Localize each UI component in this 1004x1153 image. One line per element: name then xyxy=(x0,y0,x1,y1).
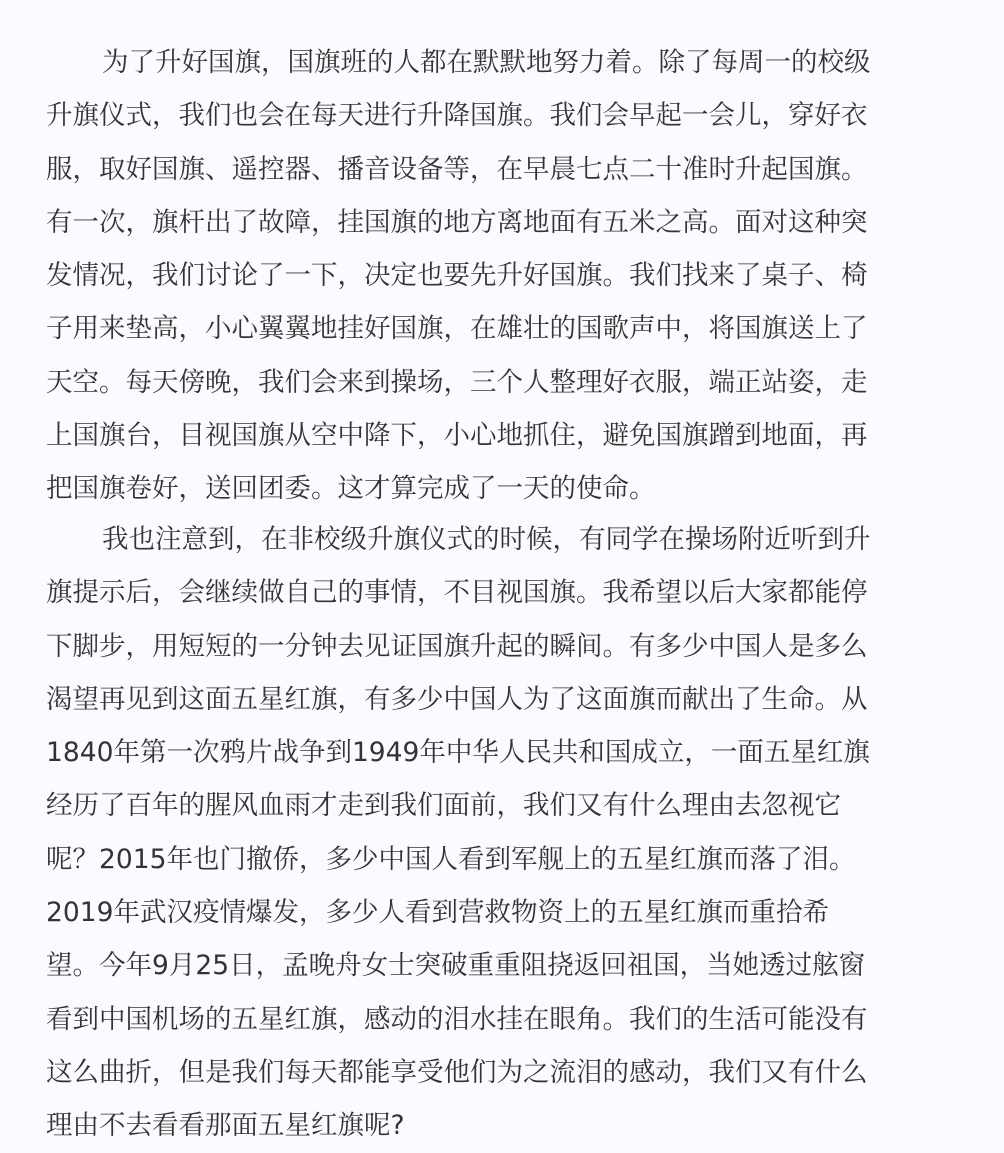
text-line: 服，取好国旗、遥控器、播音设备等，在早晨七点二十准时升起国旗。 xyxy=(46,153,868,185)
text-line: 升旗仪式，我们也会在每天进行升降国旗。我们会早起一会儿，穿好衣 xyxy=(46,100,868,132)
text-line: 下脚步，用短短的一分钟去见证国旗升起的瞬间。有多少中国人是多么 xyxy=(46,630,868,662)
text-line: 2019年武汉疫情爆发，多少人看到营救物资上的五星红旗而重拾希 xyxy=(46,897,829,929)
text-line: 经历了百年的腥风血雨才走到我们面前，我们又有什么理由去忽视它 xyxy=(46,790,841,822)
paragraph-2 xyxy=(46,513,968,1153)
text-line: 呢？2015年也门撤侨，多少中国人看到军舰上的五星红旗而落了泪。 xyxy=(46,843,856,875)
text-line: 望。今年9月25日，孟晚舟女士突破重重阻挠返回祖国，当她透过舷窗 xyxy=(46,950,866,982)
text-line: 发情况，我们讨论了一下，决定也要先升好国旗。我们找来了桌子、椅 xyxy=(46,260,868,292)
text-line: 我也注意到，在非校级升旗仪式的时候，有同学在操场附近听到升 xyxy=(102,524,871,555)
text-line: 为了升好国旗，国旗班的人都在默默地努力着。除了每周一的校级 xyxy=(102,47,871,78)
text-line: 1840年第一次鸦片战争到1949年中华人民共和国成立，一面五星红旗 xyxy=(46,737,870,769)
text-line: 渴望再见到这面五星红旗，有多少中国人为了这面旗而献出了生命。从 xyxy=(46,683,868,715)
text-line: 理由不去看看那面五星红旗呢? xyxy=(46,1110,405,1142)
text-line: 把国旗卷好，送回团委。这才算完成了一天的使命。 xyxy=(46,473,656,505)
text-line: 这么曲折，但是我们每天都能享受他们为之流泪的感动，我们又有什么 xyxy=(46,1056,868,1088)
text-line: 旗提示后，会继续做自己的事情，不目视国旗。我希望以后大家都能停 xyxy=(46,577,868,609)
paragraph-1 xyxy=(46,36,968,516)
text-line: 上国旗台，目视国旗从空中降下，小心地抓住，避免国旗蹭到地面，再 xyxy=(46,420,868,452)
text-line: 天空。每天傍晚，我们会来到操场，三个人整理好衣服，端正站姿，走 xyxy=(46,366,868,398)
text-line: 看到中国机场的五星红旗，感动的泪水挂在眼角。我们的生活可能没有 xyxy=(46,1003,868,1035)
text-line: 子用来垫高，小心翼翼地挂好国旗，在雄壮的国歌声中，将国旗送上了 xyxy=(46,313,868,345)
text-line: 有一次，旗杆出了故障，挂国旗的地方离地面有五米之高。面对这种突 xyxy=(46,206,868,238)
